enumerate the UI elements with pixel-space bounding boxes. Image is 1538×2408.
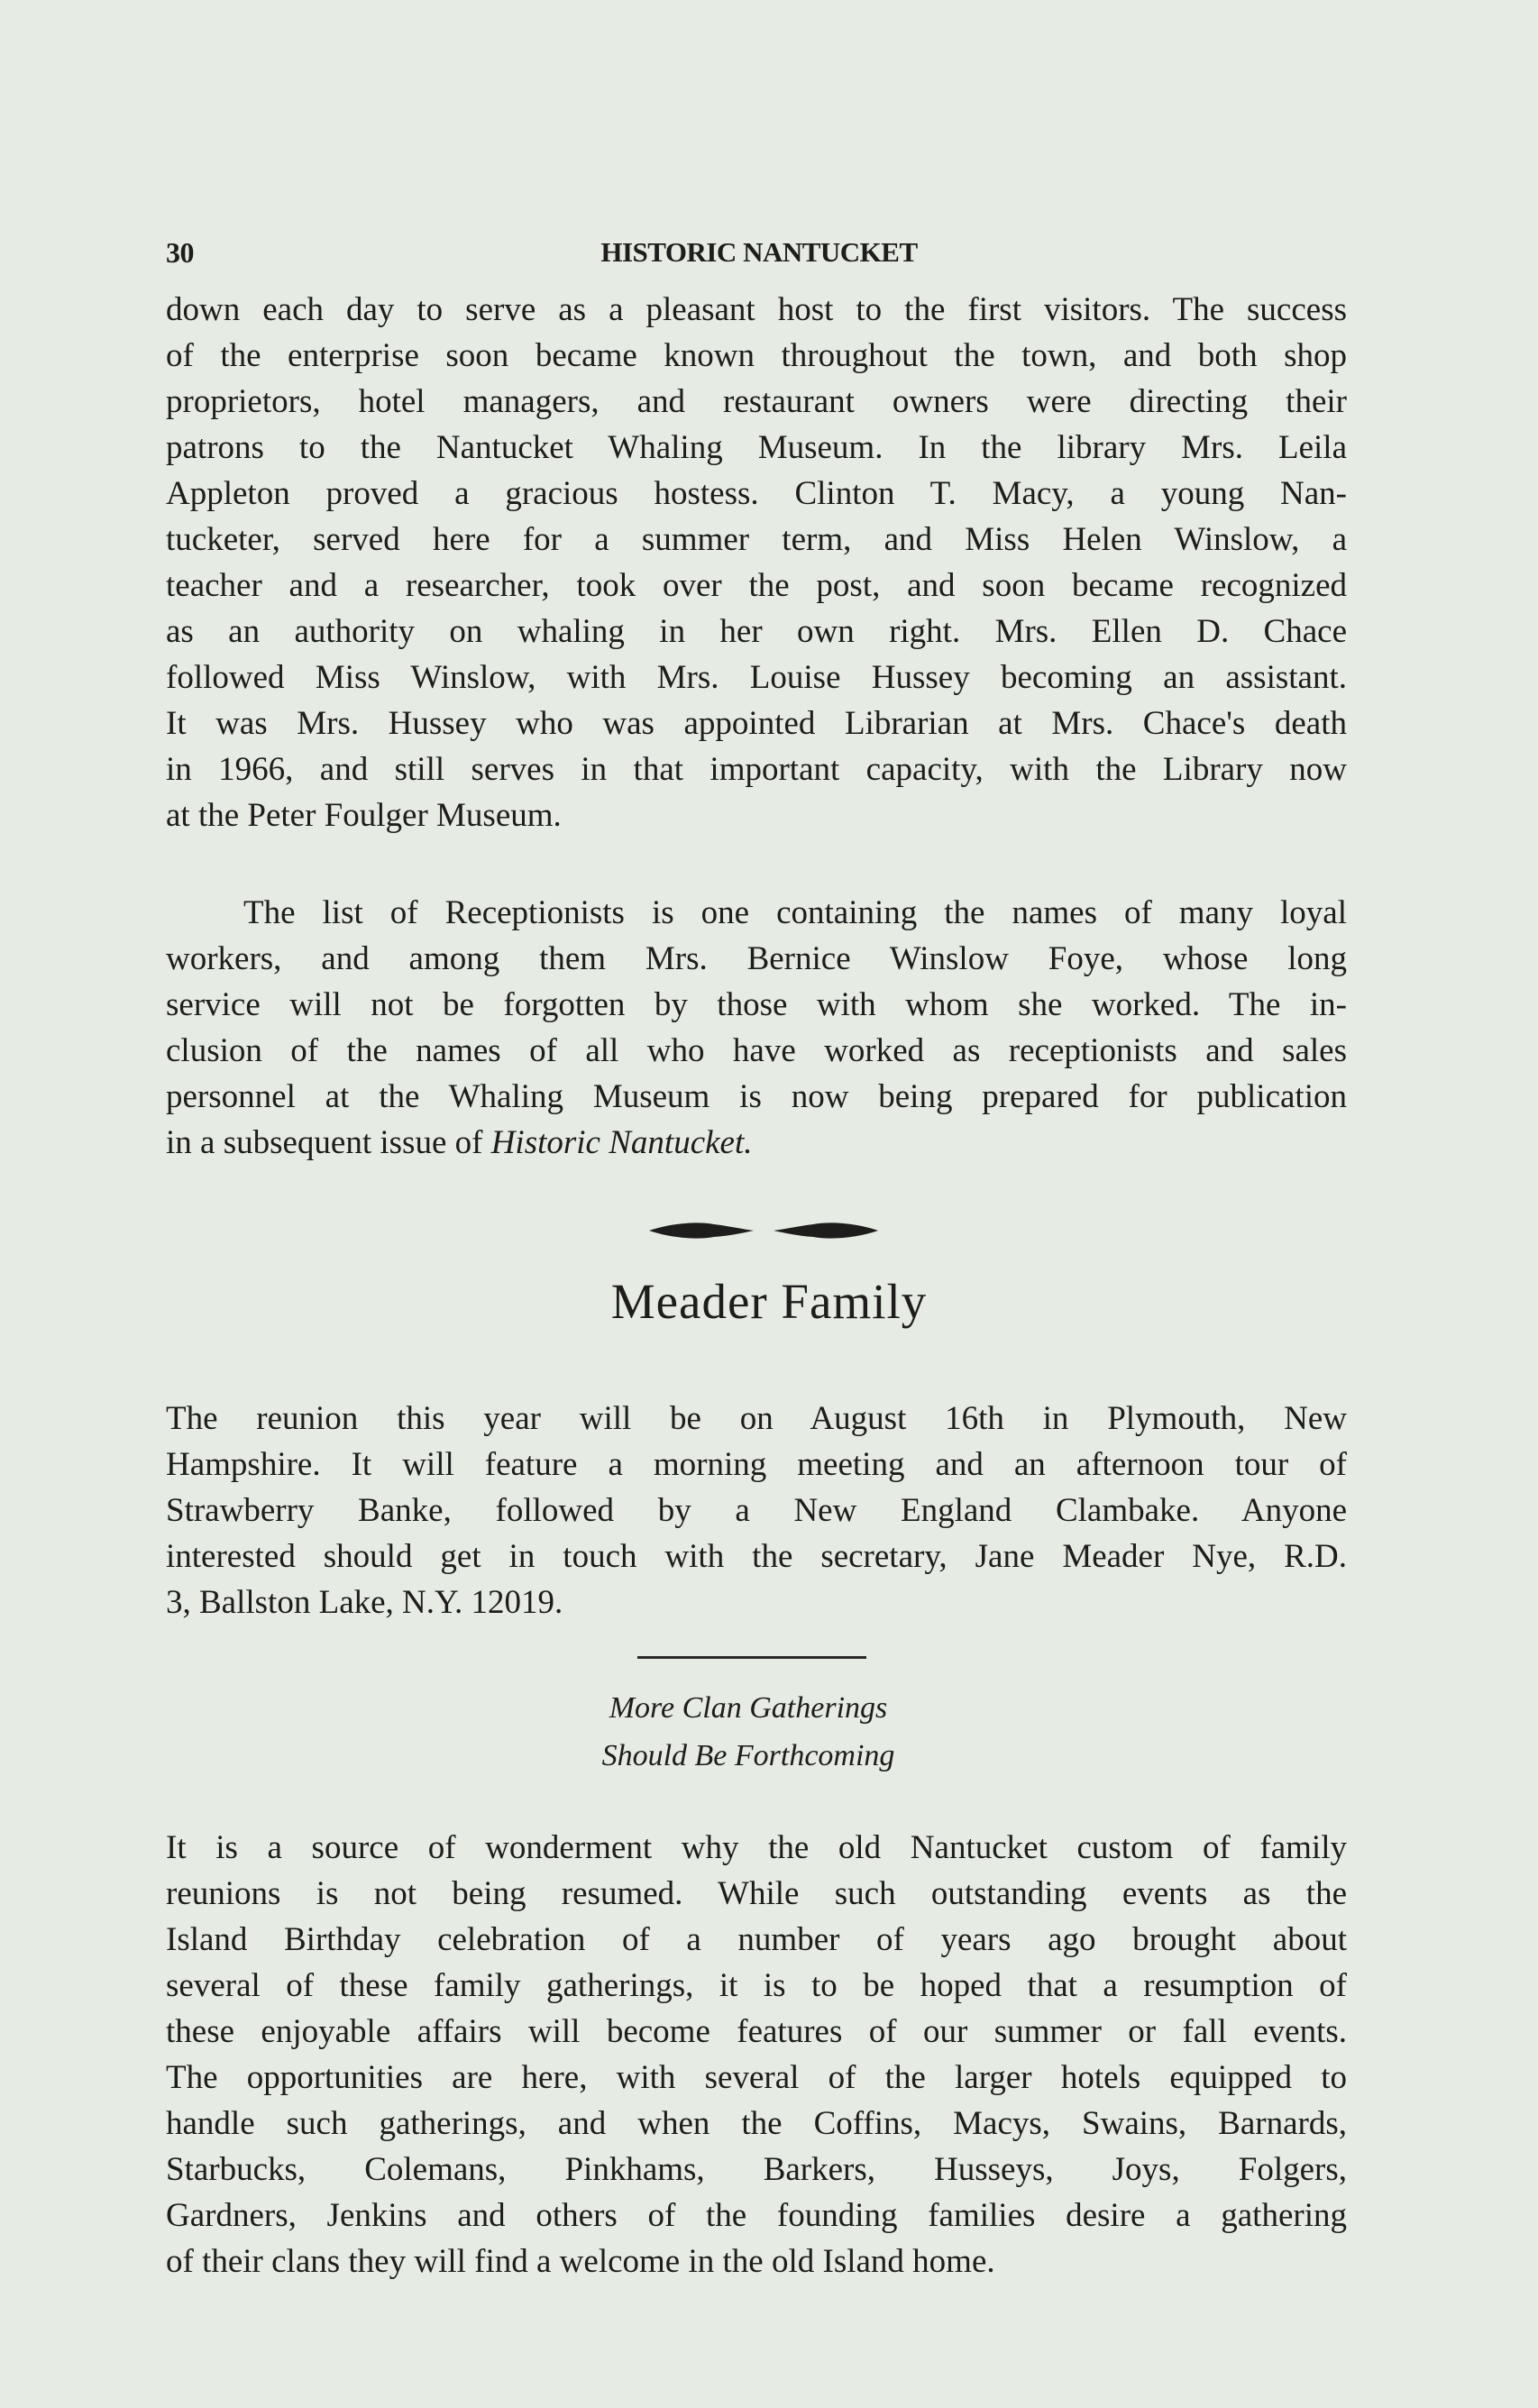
text-line: these enjoyable affairs will become features of our summer or fall events.	[166, 2013, 1347, 2050]
subheading-line: More Clan Gatherings	[609, 1691, 888, 1725]
text-line: of the enterprise soon became known throughout the town, and both shop	[166, 337, 1347, 374]
text-line: teacher and a researcher, took over the post, and soon became recognized	[166, 567, 1347, 604]
text-line: Appleton proved a gracious hostess. Clinton T. Macy, a young Nan-	[166, 475, 1347, 512]
text-line: Hampshire. It will feature a morning meeting and an afternoon tour of	[166, 1446, 1347, 1483]
text-line: several of these family gatherings, it is to be hoped that a resumption of	[166, 1967, 1347, 2004]
page-number: 30	[166, 236, 194, 269]
text-line: The reunion this year will be on August 16th in Plymouth, New	[166, 1400, 1347, 1437]
text-line: Starbucks, Colemans, Pinkhams, Barkers, Husseys, Joys, Folgers,	[166, 2151, 1347, 2188]
text-line: service will not be forgotten by those with whom she worked. The in-	[166, 986, 1347, 1023]
text-line	[166, 1120, 1347, 1166]
separator-rule	[637, 1656, 866, 1659]
text-line: interested should get in touch with the secretary, Jane Meader Nye, R.D.	[166, 1538, 1347, 1575]
paragraph-reunion	[166, 1396, 1347, 1625]
text-line: followed Miss Winslow, with Mrs. Louise Hussey becoming an assistant.	[166, 659, 1347, 696]
text-line: reunions is not being resumed. While such outstanding events as the	[166, 1875, 1347, 1912]
text-line: workers, and among them Mrs. Bernice Winslow Foye, whose long	[166, 940, 1347, 977]
text-line: It is a source of wonderment why the old Nantucket custom of family	[166, 1829, 1347, 1866]
text-line: Strawberry Banke, followed by a New England Clambake. Anyone	[166, 1492, 1347, 1529]
text-line: personnel at the Whaling Museum is now being prepared for publication	[166, 1078, 1347, 1115]
text-line: proprietors, hotel managers, and restaurant owners were directing their	[166, 383, 1347, 420]
text-line: as an authority on whaling in her own right. Mrs. Ellen D. Chace	[166, 613, 1347, 650]
running-head	[166, 236, 1352, 279]
ornament-divider-icon	[647, 1217, 880, 1244]
publication-title: Historic Nantucket.	[490, 1124, 753, 1161]
text-line: 3, Ballston Lake, N.Y. 12019.	[166, 1584, 563, 1621]
text-line: of their clans they will find a welcome in the old Island home.	[166, 2243, 995, 2280]
text-line: Gardners, Jenkins and others of the founding families desire a gathering	[166, 2197, 1347, 2234]
subheading	[0, 1684, 1497, 1780]
paragraph-clan-gatherings	[166, 1825, 1347, 2284]
paragraph-library-staff	[166, 287, 1347, 838]
text-line: in 1966, and still serves in that important capacity, with the Library now	[166, 751, 1347, 788]
text-line: It was Mrs. Hussey who was appointed Librarian at Mrs. Chace's death	[166, 705, 1347, 742]
text-line: The opportunities are here, with several of the larger hotels equipped to	[166, 2059, 1347, 2096]
text-line: patrons to the Nantucket Whaling Museum. In the library Mrs. Leila	[166, 429, 1347, 466]
section-heading: Meader Family	[610, 1274, 928, 1329]
text-line: at the Peter Foulger Museum.	[166, 797, 562, 834]
text-line: Island Birthday celebration of a number of years ago brought about	[166, 1921, 1347, 1958]
paragraph-receptionists	[166, 890, 1347, 1166]
text-line-prefix: in a subsequent issue of	[166, 1124, 491, 1161]
text-line: The list of Receptionists is one containing the names of many loyal	[243, 894, 1347, 931]
subheading-line: Should Be Forthcoming	[601, 1739, 895, 1772]
text-line: tucketer, served here for a summer term, and Miss Helen Winslow, a	[166, 521, 1347, 558]
text-line: down each day to serve as a pleasant host to the first visitors. The success	[166, 291, 1347, 328]
text-line: handle such gatherings, and when the Coffins, Macys, Swains, Barnards,	[166, 2105, 1347, 2142]
journal-title: HISTORIC NANTUCKET	[600, 236, 918, 268]
text-line: clusion of the names of all who have worked as receptionists and sales	[166, 1032, 1347, 1069]
